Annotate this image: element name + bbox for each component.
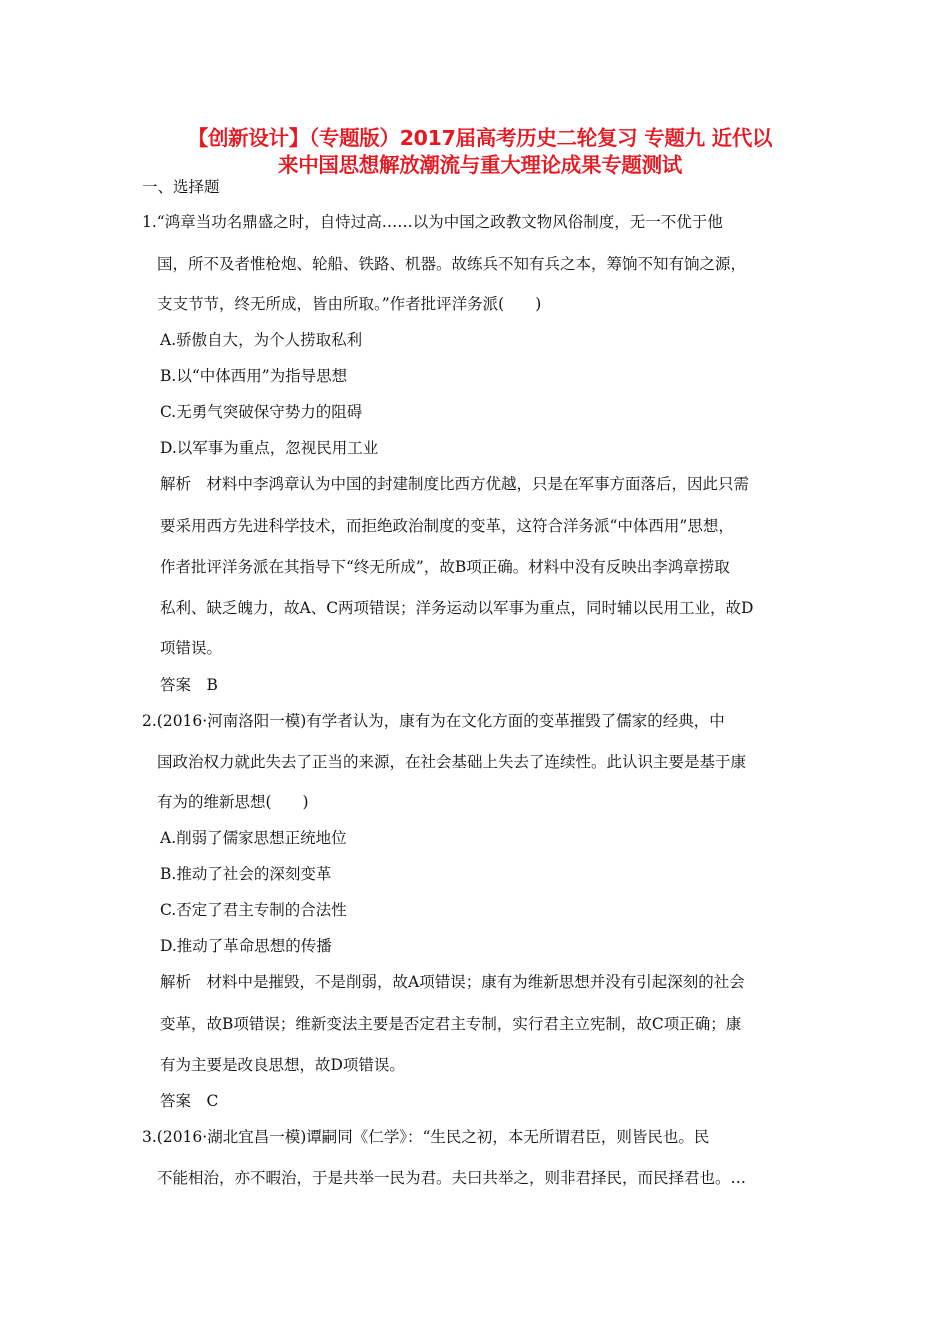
question-2-stem-line-3: 有为的维新思想( ) [157,793,309,811]
question-1-stem-line-1: 1.“鸿章当功名鼎盛之时，自恃过高……以为中国之政教文物风俗制度，无一不优于他 [142,213,723,231]
question-2-answer: 答案 C [160,1092,219,1110]
question-1-answer: 答案 B [160,676,218,694]
question-3-stem-line-1: 3.(2016·湖北宜昌一模)谭嗣同《仁学》：“生民之初，本无所谓君臣，则皆民也。民 [142,1128,710,1146]
question-1-option-b: B.以“中体西用”为指导思想 [160,367,348,385]
question-1-analysis-line-2: 要采用西方先进科学技术，而拒绝政治制度的变革，这符合洋务派“中体西用”思想， [160,517,734,535]
question-1-analysis-line-3: 作者批评洋务派在其指导下“终无所成”，故B项正确。材料中没有反映出李鸿章捞取 [160,558,730,576]
question-2-analysis-line-3: 有为主要是改良思想，故D项错误。 [160,1056,405,1074]
question-1-option-a: A.骄傲自大，为个人捞取私利 [160,331,363,349]
section-heading: 一、选择题 [142,178,220,196]
question-1-option-c: C.无勇气突破保守势力的阻碍 [160,403,363,421]
question-1-analysis-line-4: 私利、缺乏魄力，故A、C两项错误；洋务运动以军事为重点，同时辅以民用工业，故D [160,599,754,617]
question-2-stem-line-2: 国政治权力就此失去了正当的来源，在社会基础上失去了连续性。此认识主要是基于康 [157,753,747,771]
document-title-line-2: 来中国思想解放潮流与重大理论成果专题测试 [278,153,682,177]
question-2-option-a: A.削弱了儒家思想正统地位 [160,829,347,847]
question-2-analysis-line-2: 变革，故B项错误；维新变法主要是否定君主专制，实行君主立宪制，故C项正确；康 [160,1015,742,1033]
question-1-stem-line-3: 支支节节，终无所成，皆由所取。”作者批评洋务派( ) [157,295,542,313]
question-1-stem-line-2: 国，所不及者惟枪炮、轮船、铁路、机器。故练兵不知有兵之本，筹饷不知有饷之源， [157,255,747,273]
question-2-option-d: D.推动了革命思想的传播 [160,937,332,955]
question-2-analysis-line-1: 解析 材料中是摧毁，不是削弱，故A项错误；康有为维新思想并没有引起深刻的社会 [160,973,745,991]
question-3-stem-line-2: 不能相治，亦不暇治，于是共举一民为君。夫曰共举之，则非君择民，而民择君也。… [157,1169,747,1187]
question-2-stem-line-1: 2.(2016·河南洛阳一模)有学者认为，康有为在文化方面的变革摧毁了儒家的经典，中 [142,712,725,730]
document-title-line-1: 【创新设计】（专题版）2017届高考历史二轮复习 专题九 近代以 [187,126,773,150]
question-2-option-c: C.否定了君主专制的合法性 [160,901,347,919]
question-1-option-d: D.以军事为重点，忽视民用工业 [160,439,379,457]
question-1-analysis-line-1: 解析 材料中李鸿章认为中国的封建制度比西方优越，只是在军事方面落后，因此只需 [160,475,750,493]
question-2-option-b: B.推动了社会的深刻变革 [160,865,332,883]
question-1-analysis-line-5: 项错误。 [160,639,223,657]
